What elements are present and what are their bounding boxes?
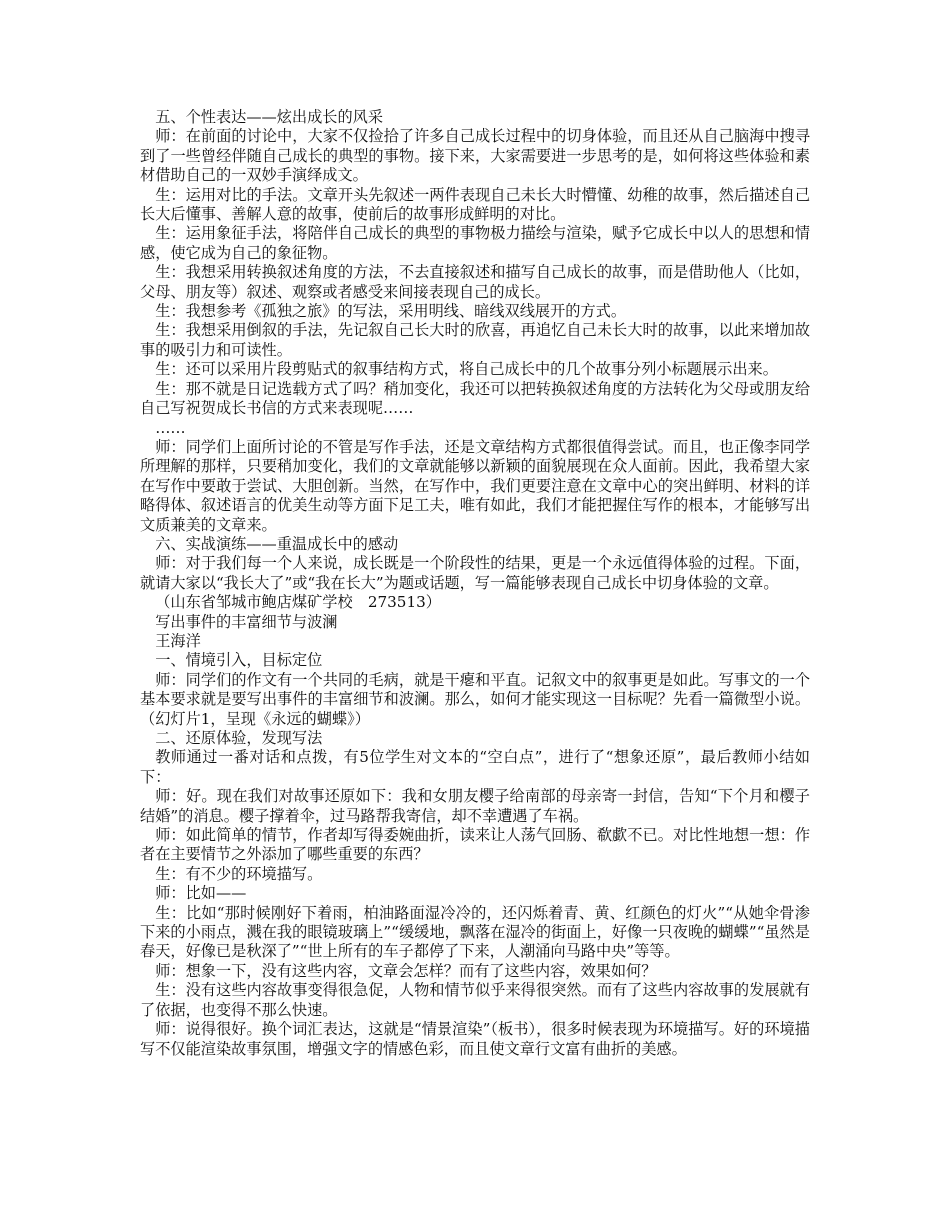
section-heading: 五、个性表达——炫出成长的风采 xyxy=(155,108,383,126)
section-heading: 六、实战演练——重温成长中的感动 xyxy=(155,534,399,553)
paragraph: 生：我想采用倒叙的手法，先记叙自己长大时的欣喜，再追忆自己未长大时的故事，以此来增加故事的吸引力和可读性。 xyxy=(140,321,810,359)
paragraph: 生：运用象征手法，将陪伴自己成长的典型的事物极力描绘与渲染，赋予它成长中以人的思想和情感，使它成为自己的象征物。 xyxy=(140,224,810,262)
paragraph: 生：那不就是日记选载方式了吗？稍加变化，我还可以把转换叙述角度的方法转化为父母或朋友给自己写祝贺成长书信的方式来表现呢…… xyxy=(140,379,810,418)
author-affiliation: （山东省邹城市鲍店煤矿学校 273513） xyxy=(155,593,441,612)
paragraph: 师：同学们的作文有一个共同的毛病，就是干瘪和平直。记叙文中的叙事更是如此。写事文的一个基本要求就是要写出事件的丰富细节和波澜。那么，如何才能实现这一目标呢？先看一篇微型小说。（幻灯片1，呈现《永远的蝴蝶》） xyxy=(140,670,810,728)
paragraph: 师：同学们上面所讨论的不管是写作手法，还是文章结构方式都很值得尝试。而且，也正像李同学所理解的那样，只要稍加变化，我们的文章就能够以新颖的面貌展现在众人面前。因此，我希望大家在写作中要敢于尝试、大胆创新。当然，在写作中，我们更要注意在文章中心的突出鲜明、材料的详略得体、叙述语言的优美生动等方面下足工夫，唯有如此，我们才能把握住写作的根本，才能够写出文质兼美的文章来。 xyxy=(140,437,810,534)
paragraph: 师：比如—— xyxy=(155,884,247,903)
paragraph: 生：我想参考《孤独之旅》的写法，采用明线、暗线双线展开的方式。 xyxy=(155,302,626,321)
paragraph: 师：如此简单的情节，作者却写得委婉曲折，读来让人荡气回肠、欷歔不已。对比性地想一想：作者在主要情节之外添加了哪些重要的东西？ xyxy=(140,826,810,864)
paragraph: 生：比如“那时候刚好下着雨，柏油路面湿冷冷的，还闪烁着青、黄、红颜色的灯火”“从她伞骨渗下来的小雨点，溅在我的眼镜玻璃上”“缓缓地，飘落在湿冷的街面上，好像一只夜晚的蝴蝶”“虽然是春天，好像已是秋深了”“世上所有的车子都停了下来，人潮涌向马路中央”等等。 xyxy=(140,903,810,961)
author-name: 王海洋 xyxy=(155,631,201,650)
document-body xyxy=(140,108,810,1059)
section-heading: 二、还原体验，发现写法 xyxy=(155,729,323,747)
paragraph: 师：在前面的讨论中，大家不仅捡拾了许多自己成长过程中的切身体验，而且还从自己脑海中搜寻到了一些曾经伴随自己成长的典型的事物。接下来，大家需要进一步思考的是，如何将这些体验和素材借助自己的一双妙手演绎成文。 xyxy=(140,127,810,185)
ellipsis-line: …… xyxy=(155,418,186,437)
paragraph: 生：我想采用转换叙述角度的方法，不去直接叙述和描写自己成长的故事，而是借助他人（比如，父母、朋友等）叙述、观察或者感受来间接表现自己的成长。 xyxy=(140,263,810,301)
paragraph: 生：没有这些内容故事变得很急促，人物和情节似乎来得很突然。而有了这些内容故事的发展就有了依据，也变得不那么快速。 xyxy=(140,981,810,1019)
paragraph: 师：好。现在我们对故事还原如下：我和女朋友樱子给南部的母亲寄一封信，告知“下个月和樱子结婚”的消息。樱子撑着伞，过马路帮我寄信，却不幸遭遇了车祸。 xyxy=(140,787,810,825)
paragraph: 教师通过一番对话和点拨，有5位学生对文本的“空白点”，进行了“想象还原”，最后教师小结如下： xyxy=(140,748,810,786)
paragraph: 师：说得很好。换个词汇表达，这就是“情景渲染”（板书），很多时候表现为环境描写。好的环境描写不仅能渲染故事氛围，增强文字的情感色彩，而且使文章行文富有曲折的美感。 xyxy=(140,1020,810,1058)
section-heading: 一、情境引入，目标定位 xyxy=(155,651,323,670)
paragraph: 生：有不少的环境描写。 xyxy=(155,864,323,883)
paragraph: 生：还可以采用片段剪贴式的叙事结构方式，将自己成长中的几个故事分列小标题展示出来。 xyxy=(155,360,778,379)
paragraph: 师：对于我们每一个人来说，成长既是一个阶段性的结果，更是一个永远值得体验的过程。下面，就请大家以“我长大了”或“我在长大”为题或话题，写一篇能够表现自己成长中切身体验的文章。 xyxy=(140,554,810,592)
article-title: 写出事件的丰富细节与波澜 xyxy=(155,612,338,631)
paragraph: 师：想象一下，没有这些内容，文章会怎样？而有了这些内容，效果如何？ xyxy=(155,961,657,980)
paragraph: 生：运用对比的手法。文章开头先叙述一两件表现自己未长大时懵懂、幼稚的故事，然后描述自己长大后懂事、善解人意的故事，使前后的故事形成鲜明的对比。 xyxy=(140,185,810,224)
